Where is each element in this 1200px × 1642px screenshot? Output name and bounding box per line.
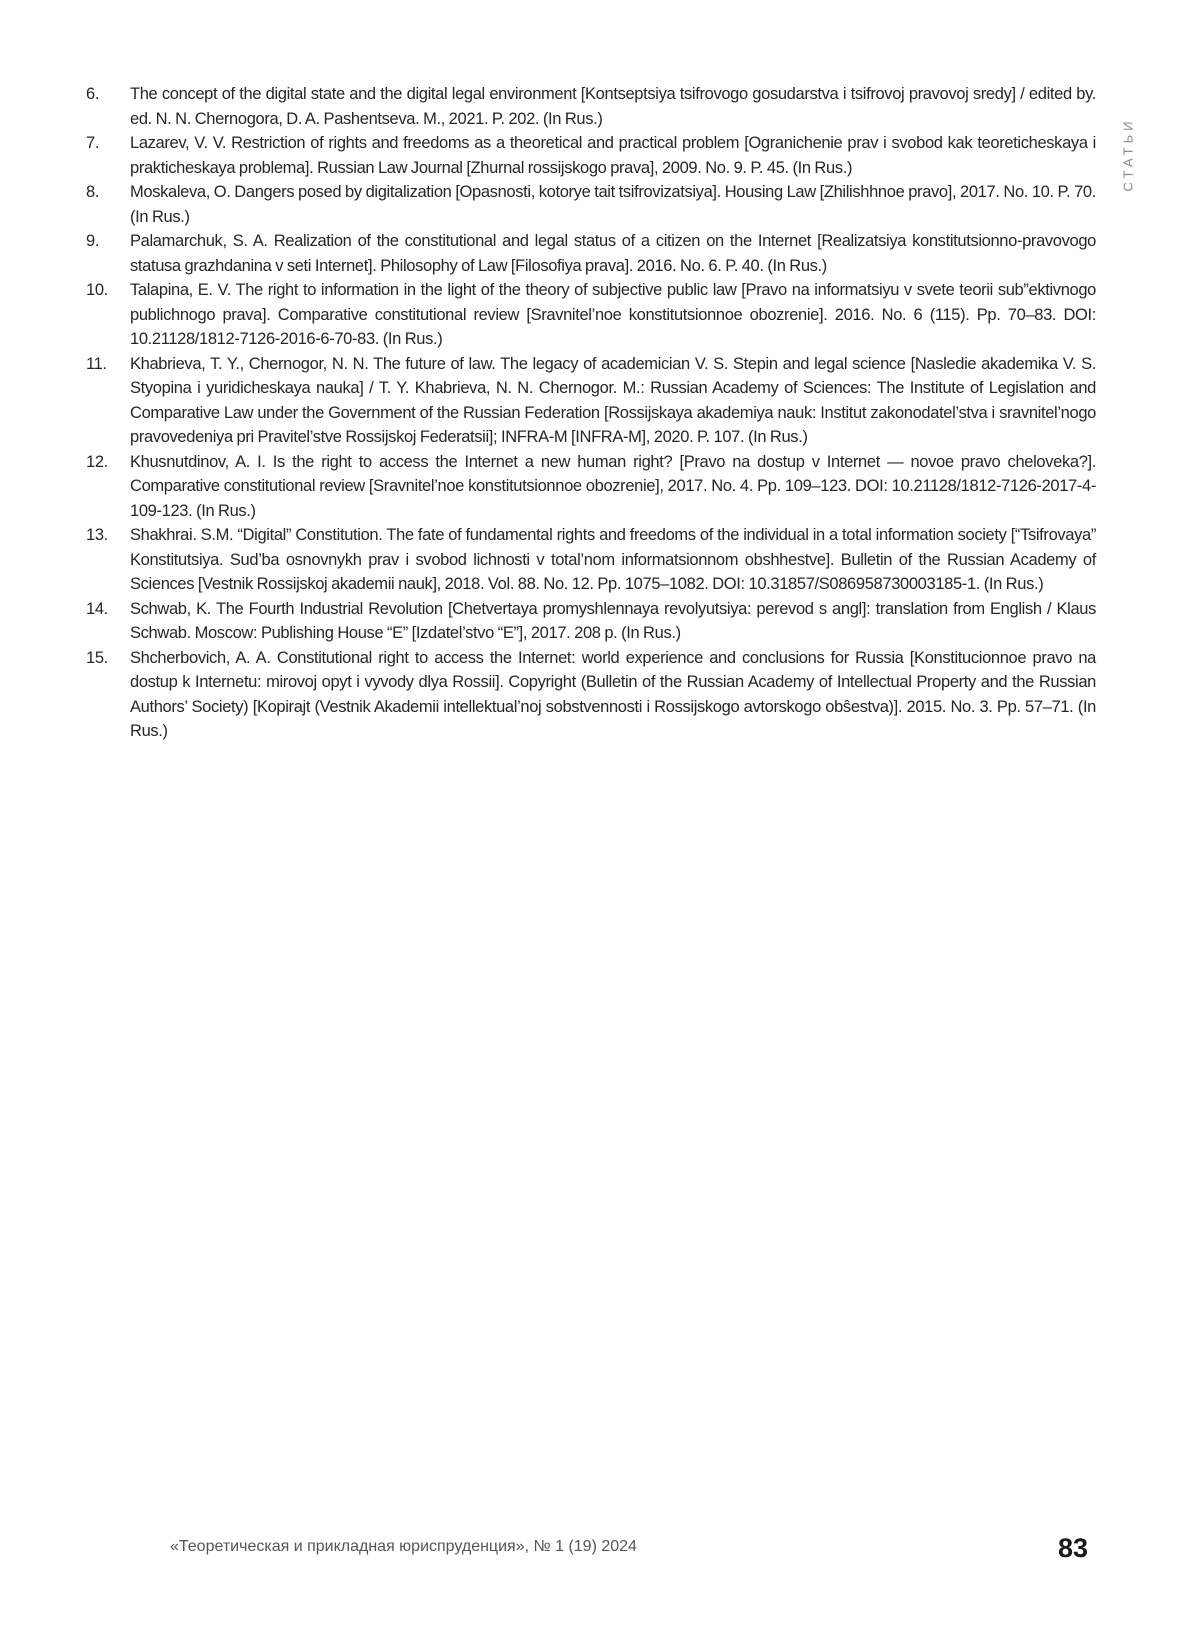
reference-number: 15. [86, 648, 108, 667]
reference-number: 8. [86, 183, 100, 201]
reference-text: Shakhrai. S.M. “Digital” Constitution. The fate of fundamental rights and freedoms of the individual in a total information society [“Tsifrovaya” Konstitutsiya. Sud’ba osnovnykh prav i svobod lichnosti v total’nom informatsionnom obshhestve]. Bulletin of the Russian Academy of Sciences [Vestnik Rossijskoj akademii nauk], 2018. Vol. 88. No. 12. Pp. 1075–1082. DOI: 10.31857/S086958730003185-1. (In Rus.) [130, 526, 1096, 593]
reference-item [86, 278, 1096, 352]
reference-item [86, 229, 1096, 278]
journal-footer: «Теоретическая и прикладная юриспруденция», № 1 (19) 2024 [170, 1538, 637, 1555]
reference-item [86, 450, 1096, 524]
reference-text: Khabrieva, T. Y., Chernogor, N. N. The future of law. The legacy of academician V. S. Stepin and legal science [Nasledie akademika V. S. Styopina i yuridicheskaya nauka] / T. Y. Khabrieva, N. N. Chernogor. M.: Russian Academy of Sciences: The Institute of Legislation and Comparative Law under the Government of the Russian Federation [Rossijskaya akademiya nauk: Institut zakonodatel’stva i sravnitel’nogo pravovedeniya pri Pravitel’stve Rossijskoj Federatsii]; INFRA-M [INFRA-M], 2020. P. 107. (In Rus.) [130, 354, 1096, 446]
reference-item [86, 597, 1096, 646]
reference-number: 12. [86, 452, 108, 471]
reference-text: Moskaleva, O. Dangers posed by digitalization [Opasnosti, kotorye tait tsifrovizatsiya]. Housing Law [Zhilishhnoe pravo], 2017. No. 10. P. 70. (In Rus.) [130, 183, 1096, 226]
reference-list [86, 82, 1096, 744]
reference-number: 11. [86, 354, 107, 373]
reference-text: Shcherbovich, A. A. Constitutional right to access the Internet: world experience and conclusions for Russia [Konstitucionnoe pravo na dostup k Internetu: mirovoj opyt i vyvody dlya Rossii]. Copyright (Bulletin of the Russian Academy of Intellectual Property and the Russian Authors’ Society) [Kopirajt (Vestnik Akademii intellektual’noj sobstvennosti i Rossijskogo avtorskogo obŝestva)]. 2015. No. 3. Pp. 57–71. (In Rus.) [130, 648, 1096, 740]
reference-text: The concept of the digital state and the digital legal environment [Kontseptsiya tsifrovogo gosudarstva i tsifrovoj pravovoj sredy] / edited by. ed. N. N. Chernogora, D. A. Pashentseva. M., 2021. P. 202. (In Rus.) [130, 85, 1096, 128]
reference-item [86, 523, 1096, 597]
reference-text: Talapina, E. V. The right to information in the light of the theory of subjective public law [Pravo na informatsiyu v svete teorii sub”ektivnogo publichnogo prava]. Comparative constitutional review [Sravnitel’noe konstitutsionnoe obozrenie]. 2016. No. 6 (115). Pp. 70–83. DOI: 10.21128/1812-7126-2016-6-70-83. (In Rus.) [130, 281, 1096, 348]
reference-number: 13. [86, 526, 108, 544]
reference-number: 14. [86, 599, 108, 618]
reference-number: 6. [86, 85, 100, 103]
reference-number: 10. [86, 281, 108, 299]
reference-item [86, 646, 1096, 744]
section-label: СТАТЬИ [1120, 117, 1136, 192]
reference-text: Khusnutdinov, A. I. Is the right to access the Internet a new human right? [Pravo na dostup v Internet — novoe pravo cheloveka?]. Comparative constitutional review [Sravnitel’noe konstitutsionnoe obozrenie], 2017. No. 4. Pp. 109–123. DOI: 10.21128/1812-7126-2017-4-109-123. (In Rus.) [130, 452, 1096, 520]
reference-item [86, 180, 1096, 229]
reference-item [86, 352, 1096, 450]
reference-text: Schwab, K. The Fourth Industrial Revolution [Chetvertaya promyshlennaya revolyutsiya: perevod s angl]: translation from English / Klaus Schwab. Moscow: Publishing House “E” [Izdatel’stvo “E”], 2017. 208 p. (In Rus.) [130, 599, 1096, 642]
reference-item [86, 131, 1096, 180]
page-number: 83 [1058, 1533, 1089, 1563]
reference-number: 7. [86, 134, 100, 152]
reference-number: 9. [86, 232, 100, 250]
reference-text: Palamarchuk, S. A. Realization of the constitutional and legal status of a citizen on the Internet [Realizatsiya konstitutsionno-pravovogo statusa grazhdanina v seti Internet]. Philosophy of Law [Filosofiya prava]. 2016. No. 6. P. 40. (In Rus.) [130, 232, 1096, 275]
reference-text: Lazarev, V. V. Restriction of rights and freedoms as a theoretical and practical problem [Ogranichenie prav i svobod kak teoreticheskaya i prakticheskaya problema]. Russian Law Journal [Zhurnal rossijskogo prava], 2009. No. 9. P. 45. (In Rus.) [130, 134, 1096, 177]
reference-item [86, 82, 1096, 131]
